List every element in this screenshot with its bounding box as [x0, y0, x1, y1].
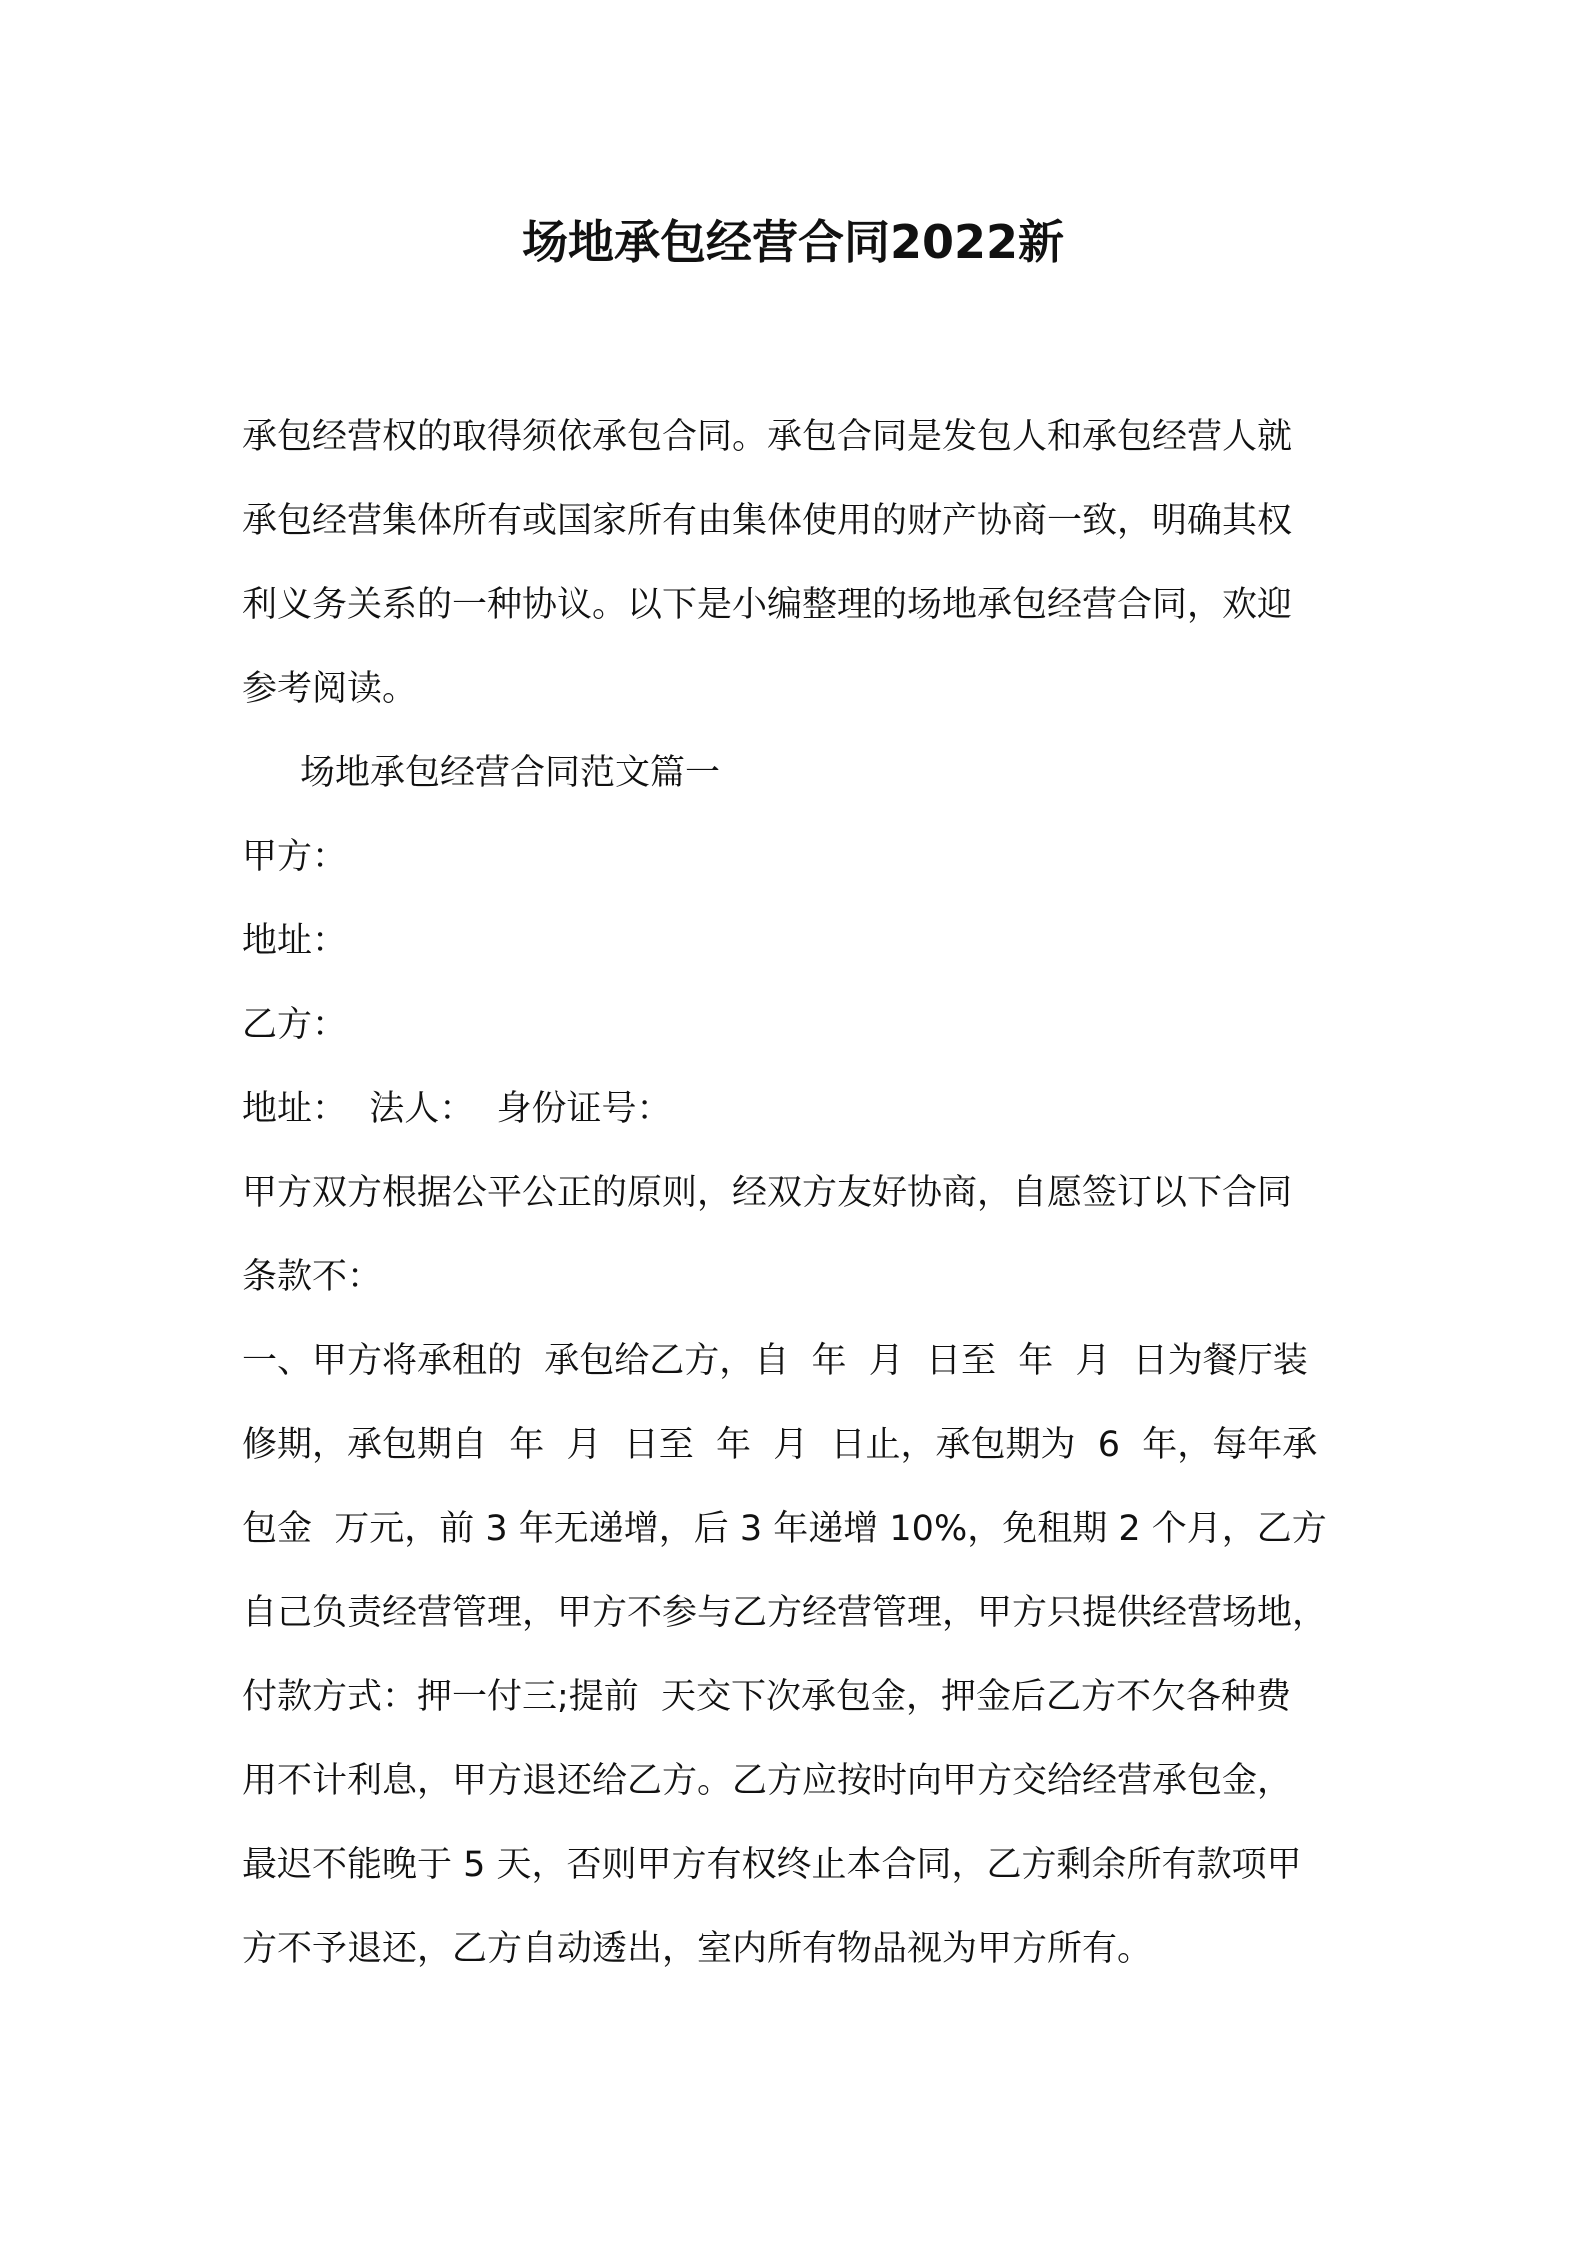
- party-a-address-label: 地址：: [242, 921, 348, 961]
- clause-one-line: 最迟不能晚于 5 天，否则甲方有权终止本合同，乙方剩余所有款项甲: [242, 1845, 1302, 1885]
- clause-one-line: 包金 万元，前 3 年无递增，后 3 年递增 10%，免租期 2 个月，乙方: [242, 1509, 1327, 1549]
- clause-one-line: 一、甲方将承租的 承包给乙方，自 年 月 日至 年 月 日为餐厅装: [242, 1341, 1308, 1381]
- agreement-line: 甲方双方根据公平公正的原则，经双方友好协商，自愿签订以下合同: [242, 1173, 1293, 1213]
- intro-line: 参考阅读。: [242, 669, 418, 709]
- intro-line: 利义务关系的一种协议。以下是小编整理的场地承包经营合同，欢迎: [242, 585, 1293, 625]
- document-title: 场地承包经营合同2022新: [521, 215, 1065, 269]
- clause-one-line: 付款方式：押一付三;提前 天交下次承包金，押金后乙方不欠各种费: [242, 1677, 1292, 1717]
- intro-line: 承包经营权的取得须依承包合同。承包合同是发包人和承包经营人就: [242, 417, 1293, 457]
- agreement-line: 条款不：: [242, 1257, 383, 1297]
- intro-line: 承包经营集体所有或国家所有由集体使用的财产协商一致，明确其权: [242, 501, 1293, 541]
- party-b-details: 地址： 法人： 身份证号：: [242, 1089, 672, 1129]
- clause-one-line: 修期，承包期自 年 月 日至 年 月 日止，承包期为 6 年，每年承: [242, 1425, 1318, 1465]
- party-a-label: 甲方：: [242, 837, 348, 877]
- party-b-label: 乙方：: [242, 1005, 348, 1045]
- clause-one-line: 自己负责经营管理，甲方不参与乙方经营管理，甲方只提供经营场地，: [242, 1593, 1328, 1633]
- clause-one-line: 方不予退还，乙方自动透出，室内所有物品视为甲方所有。: [242, 1929, 1153, 1969]
- clause-one-line: 用不计利息，甲方退还给乙方。乙方应按时向甲方交给经营承包金，: [242, 1761, 1293, 1801]
- section-heading: 场地承包经营合同范文篇一: [300, 753, 721, 793]
